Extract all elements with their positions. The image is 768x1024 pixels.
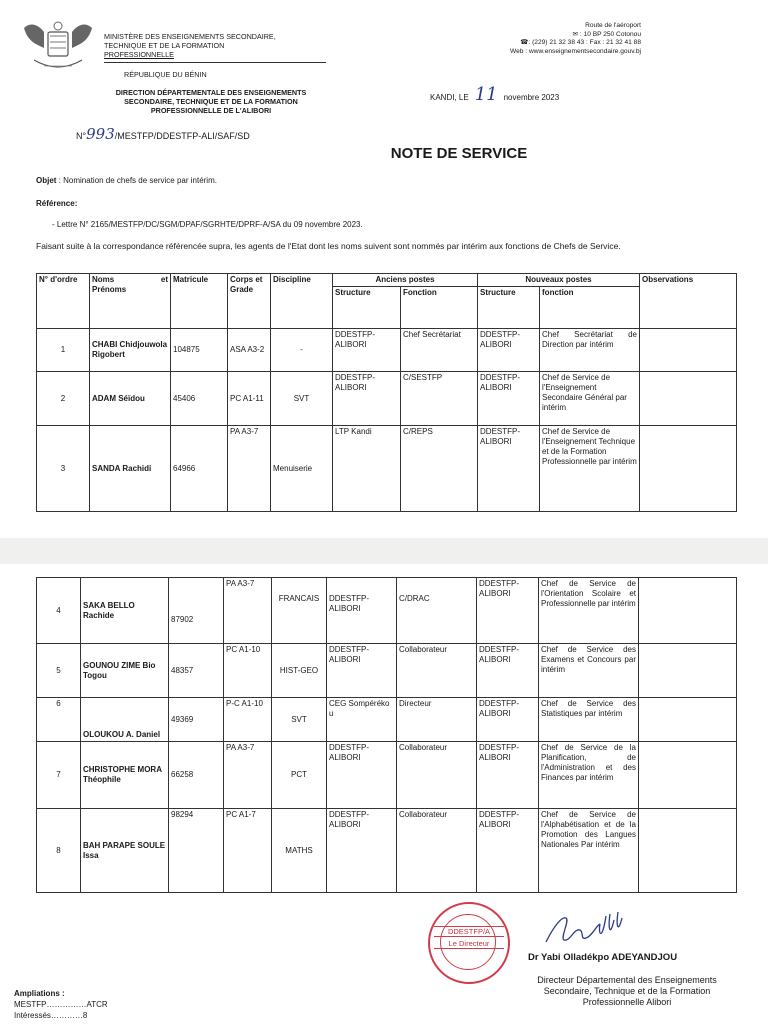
- direction-line: SECONDAIRE, TECHNIQUE ET DE LA FORMATION: [124, 97, 298, 106]
- ref-prefix: N°: [76, 131, 87, 141]
- stamp-line-2: Le Directeur: [434, 939, 504, 949]
- cell-old-fonction: Collaborateur: [397, 742, 477, 809]
- cell-old-structure: DDESTFP-ALIBORI: [327, 644, 397, 698]
- ministry-line: PROFESSIONNELLE: [104, 50, 174, 59]
- cell-num: 3: [37, 426, 90, 512]
- header-fonction-old: Fonction: [401, 287, 478, 329]
- ampliations-line: MESTFP……………ATCR: [14, 1000, 108, 1009]
- cell-discipline: -: [271, 329, 333, 372]
- cell-new-structure: DDESTFP-ALIBORI: [478, 329, 540, 372]
- cell-discipline: PCT: [272, 742, 327, 809]
- reference-label: Référence: [36, 199, 75, 208]
- official-stamp: [428, 902, 510, 984]
- cell-corps: PA A3-7: [224, 578, 272, 644]
- cell-discipline: Menuiserie: [271, 426, 333, 512]
- nominations-table-page-2: [36, 577, 737, 893]
- cell-new-fonction: Chef de Service de l'Enseignement Technique et de la Formation Professionnelle par intérim: [540, 426, 640, 512]
- cell-matricule: 45406: [171, 372, 228, 426]
- cell-discipline: HIST-GEO: [272, 644, 327, 698]
- cell-corps: PC A1-7: [224, 809, 272, 893]
- cell-old-structure: LTP Kandi: [333, 426, 401, 512]
- cell-num: 8: [37, 809, 81, 893]
- cell-old-fonction: C/REPS: [401, 426, 478, 512]
- cell-old-structure: DDESTFP-ALIBORI: [327, 809, 397, 893]
- coat-of-arms-logo: [14, 18, 100, 91]
- ministry-name: [104, 32, 276, 59]
- cell-discipline: FRANCAIS: [272, 578, 327, 644]
- cell-corps: PC A1-10: [224, 644, 272, 698]
- cell-old-fonction: Chef Secrétariat: [401, 329, 478, 372]
- cell-name: SANDA Rachidi: [90, 426, 171, 512]
- cell-new-fonction: Chef Secrétariat de Direction par intérim: [540, 329, 640, 372]
- cell-old-structure: DDESTFP-ALIBORI: [327, 742, 397, 809]
- date-day-handwritten: 11: [474, 84, 498, 105]
- date-prefix: KANDI, LE: [430, 93, 469, 102]
- page-gap: [0, 538, 768, 564]
- cell-observations: [640, 372, 737, 426]
- ampliations-title: Ampliations :: [14, 989, 65, 998]
- header-structure-new: Structure: [478, 287, 540, 329]
- cell-num: 7: [37, 742, 81, 809]
- reference-heading: Référence:: [36, 199, 78, 208]
- cell-new-structure: DDESTFP-ALIBORI: [477, 578, 539, 644]
- cell-corps: PC A1-11: [228, 372, 271, 426]
- date-line: [430, 84, 559, 105]
- table-row: [37, 578, 737, 644]
- cell-new-structure: DDESTFP-ALIBORI: [477, 742, 539, 809]
- cell-name: ADAM Séïdou: [90, 372, 171, 426]
- header-structure-old: Structure: [333, 287, 401, 329]
- direction-name: [86, 88, 336, 115]
- nominations-table-page-1: [36, 273, 737, 512]
- cell-corps: PA A3-7: [224, 742, 272, 809]
- signer-title-line: Secondaire, Technique et de la Formation: [543, 986, 711, 996]
- cell-old-fonction: C/SESTFP: [401, 372, 478, 426]
- cell-num: 2: [37, 372, 90, 426]
- cell-name: SAKA BELLO Rachide: [81, 578, 169, 644]
- objet-line: [36, 176, 217, 185]
- cell-old-fonction: C/DRAC: [397, 578, 477, 644]
- cell-observations: [639, 578, 737, 644]
- cell-matricule: 64966: [171, 426, 228, 512]
- cell-corps: P-C A1-10: [224, 698, 272, 742]
- ministry-line: MINISTÈRE DES ENSEIGNEMENTS SECONDAIRE,: [104, 32, 276, 41]
- republic-label: RÉPUBLIQUE DU BÉNIN: [124, 70, 207, 79]
- table-row: [37, 372, 737, 426]
- table-row: [37, 329, 737, 372]
- cell-observations: [640, 329, 737, 372]
- cell-new-structure: DDESTFP-ALIBORI: [477, 644, 539, 698]
- cell-observations: [639, 644, 737, 698]
- cell-matricule: 98294: [169, 809, 224, 893]
- ministry-line: TECHNIQUE ET DE LA FORMATION: [104, 41, 225, 50]
- cell-new-structure: DDESTFP-ALIBORI: [478, 426, 540, 512]
- address-line: Web : www.enseignementsecondaire.gouv.bj: [510, 47, 641, 55]
- table-row: [37, 809, 737, 893]
- cell-matricule: 104875: [171, 329, 228, 372]
- signer-title-line: Directeur Départemental des Enseignements: [537, 975, 717, 985]
- cell-matricule: 66258: [169, 742, 224, 809]
- table-row: [37, 426, 737, 512]
- cell-old-fonction: Collaborateur: [397, 809, 477, 893]
- objet-label: Objet: [36, 176, 57, 185]
- table-row: [37, 644, 737, 698]
- ampliations-line: Intéressés…………8: [14, 1011, 88, 1020]
- cell-discipline: MATHS: [272, 809, 327, 893]
- cell-name: OLOUKOU A. Daniel: [81, 698, 169, 742]
- ref-suffix: /MESTFP/DDESTFP-ALI/SAF/SD: [114, 131, 250, 141]
- cell-new-fonction: Chef de Service de la Planification, de l'Administration et des Finances par intérim: [539, 742, 639, 809]
- header-matricule: Matricule: [171, 274, 228, 329]
- direction-line: DIRECTION DÉPARTEMENTALE DES ENSEIGNEMENTS: [115, 88, 307, 97]
- address-line: ☎: (229) 21 32 38 43 : Fax : 21 32 41 88: [520, 39, 641, 46]
- signer-title-line: Professionnelle Alibori: [582, 997, 672, 1007]
- reference-number: [76, 125, 250, 143]
- address-line: Route de l'aéroport: [585, 22, 641, 29]
- cell-discipline: SVT: [271, 372, 333, 426]
- cell-new-fonction: Chef de Service des Statistiques par intérim: [539, 698, 639, 742]
- cell-corps: ASA A3-2: [228, 329, 271, 372]
- cell-observations: [639, 698, 737, 742]
- cell-matricule: 87902: [169, 578, 224, 644]
- header-corps: Corps et Grade: [228, 274, 271, 329]
- direction-line: PROFESSIONNELLE DE L'ALIBORI: [150, 106, 272, 115]
- header-discipline: Discipline: [271, 274, 333, 329]
- address-block: [480, 22, 641, 56]
- table-row: [37, 698, 737, 742]
- cell-new-fonction: Chef de Service de l'Enseignement Secondaire Général par intérim: [540, 372, 640, 426]
- cell-observations: [640, 426, 737, 512]
- cell-num: 5: [37, 644, 81, 698]
- cell-name: CHABI Chidjouwola Rigobert: [90, 329, 171, 372]
- date-suffix: novembre 2023: [503, 93, 560, 102]
- cell-discipline: SVT: [272, 698, 327, 742]
- ampliations-block: [14, 988, 108, 1021]
- signer-name: Dr Yabi Olladékpo ADEYANDJOU: [528, 952, 678, 963]
- cell-matricule: 49369: [169, 698, 224, 742]
- header-nouveaux: Nouveaux postes: [478, 274, 640, 287]
- cell-old-fonction: Collaborateur: [397, 644, 477, 698]
- ref-number-handwritten: 993: [86, 125, 115, 143]
- cell-new-structure: DDESTFP-ALIBORI: [477, 809, 539, 893]
- cell-old-structure: DDESTFP-ALIBORI: [327, 578, 397, 644]
- cell-new-structure: DDESTFP-ALIBORI: [477, 698, 539, 742]
- cell-old-structure: DDESTFP-ALIBORI: [333, 372, 401, 426]
- cell-observations: [639, 742, 737, 809]
- cell-num: 6: [37, 698, 81, 742]
- stamp-line-1: DDESTFP/A: [434, 926, 504, 937]
- header-num: N° d'ordre: [37, 274, 90, 329]
- document-title: NOTE DE SERVICE: [390, 145, 528, 162]
- cell-num: 4: [37, 578, 81, 644]
- cell-corps: PA A3-7: [228, 426, 271, 512]
- header-anciens: Anciens postes: [333, 274, 478, 287]
- cell-matricule: 48357: [169, 644, 224, 698]
- header-name: Noms et Prénoms: [90, 274, 171, 329]
- cell-old-fonction: Directeur: [397, 698, 477, 742]
- cell-old-structure: DDESTFP-ALIBORI: [333, 329, 401, 372]
- cell-observations: [639, 809, 737, 893]
- cell-new-structure: DDESTFP-ALIBORI: [478, 372, 540, 426]
- cell-name: BAH PARAPE SOULE Issa: [81, 809, 169, 893]
- header-observations: Observations: [640, 274, 737, 329]
- objet-text: : Nomination de chefs de service par intérim.: [56, 176, 217, 185]
- reference-item: - Lettre N° 2165/MESTFP/DC/SGM/DPAF/SGRHTE/DPRF-A/SA du 09 novembre 2023.: [52, 220, 363, 229]
- header-rule: [104, 62, 326, 63]
- cell-num: 1: [37, 329, 90, 372]
- cell-new-fonction: Chef de Service de l'Orientation Scolaire et Professionnelle par intérim: [539, 578, 639, 644]
- cell-old-structure: CEG Sompéréko u: [327, 698, 397, 742]
- cell-new-fonction: Chef de Service de l'Alphabétisation et de la Promotion des Langues Nationales Par intérim: [539, 809, 639, 893]
- cell-new-fonction: Chef de Service des Examens et Concours par intérim: [539, 644, 639, 698]
- table-row: [37, 742, 737, 809]
- intro-paragraph: Faisant suite à la correspondance référencée supra, les agents de l'Etat dont les noms suivent sont nommés par intérim aux fonctions de Chefs de Service.: [36, 241, 621, 251]
- cell-name: CHRISTOPHE MORA Théophile: [81, 742, 169, 809]
- signer-title: [492, 975, 762, 1008]
- cell-name: GOUNOU ZIME Bio Togou: [81, 644, 169, 698]
- header-fonction-new: fonction: [540, 287, 640, 329]
- address-line: ✉ : 10 BP 250 Cotonou: [572, 30, 641, 38]
